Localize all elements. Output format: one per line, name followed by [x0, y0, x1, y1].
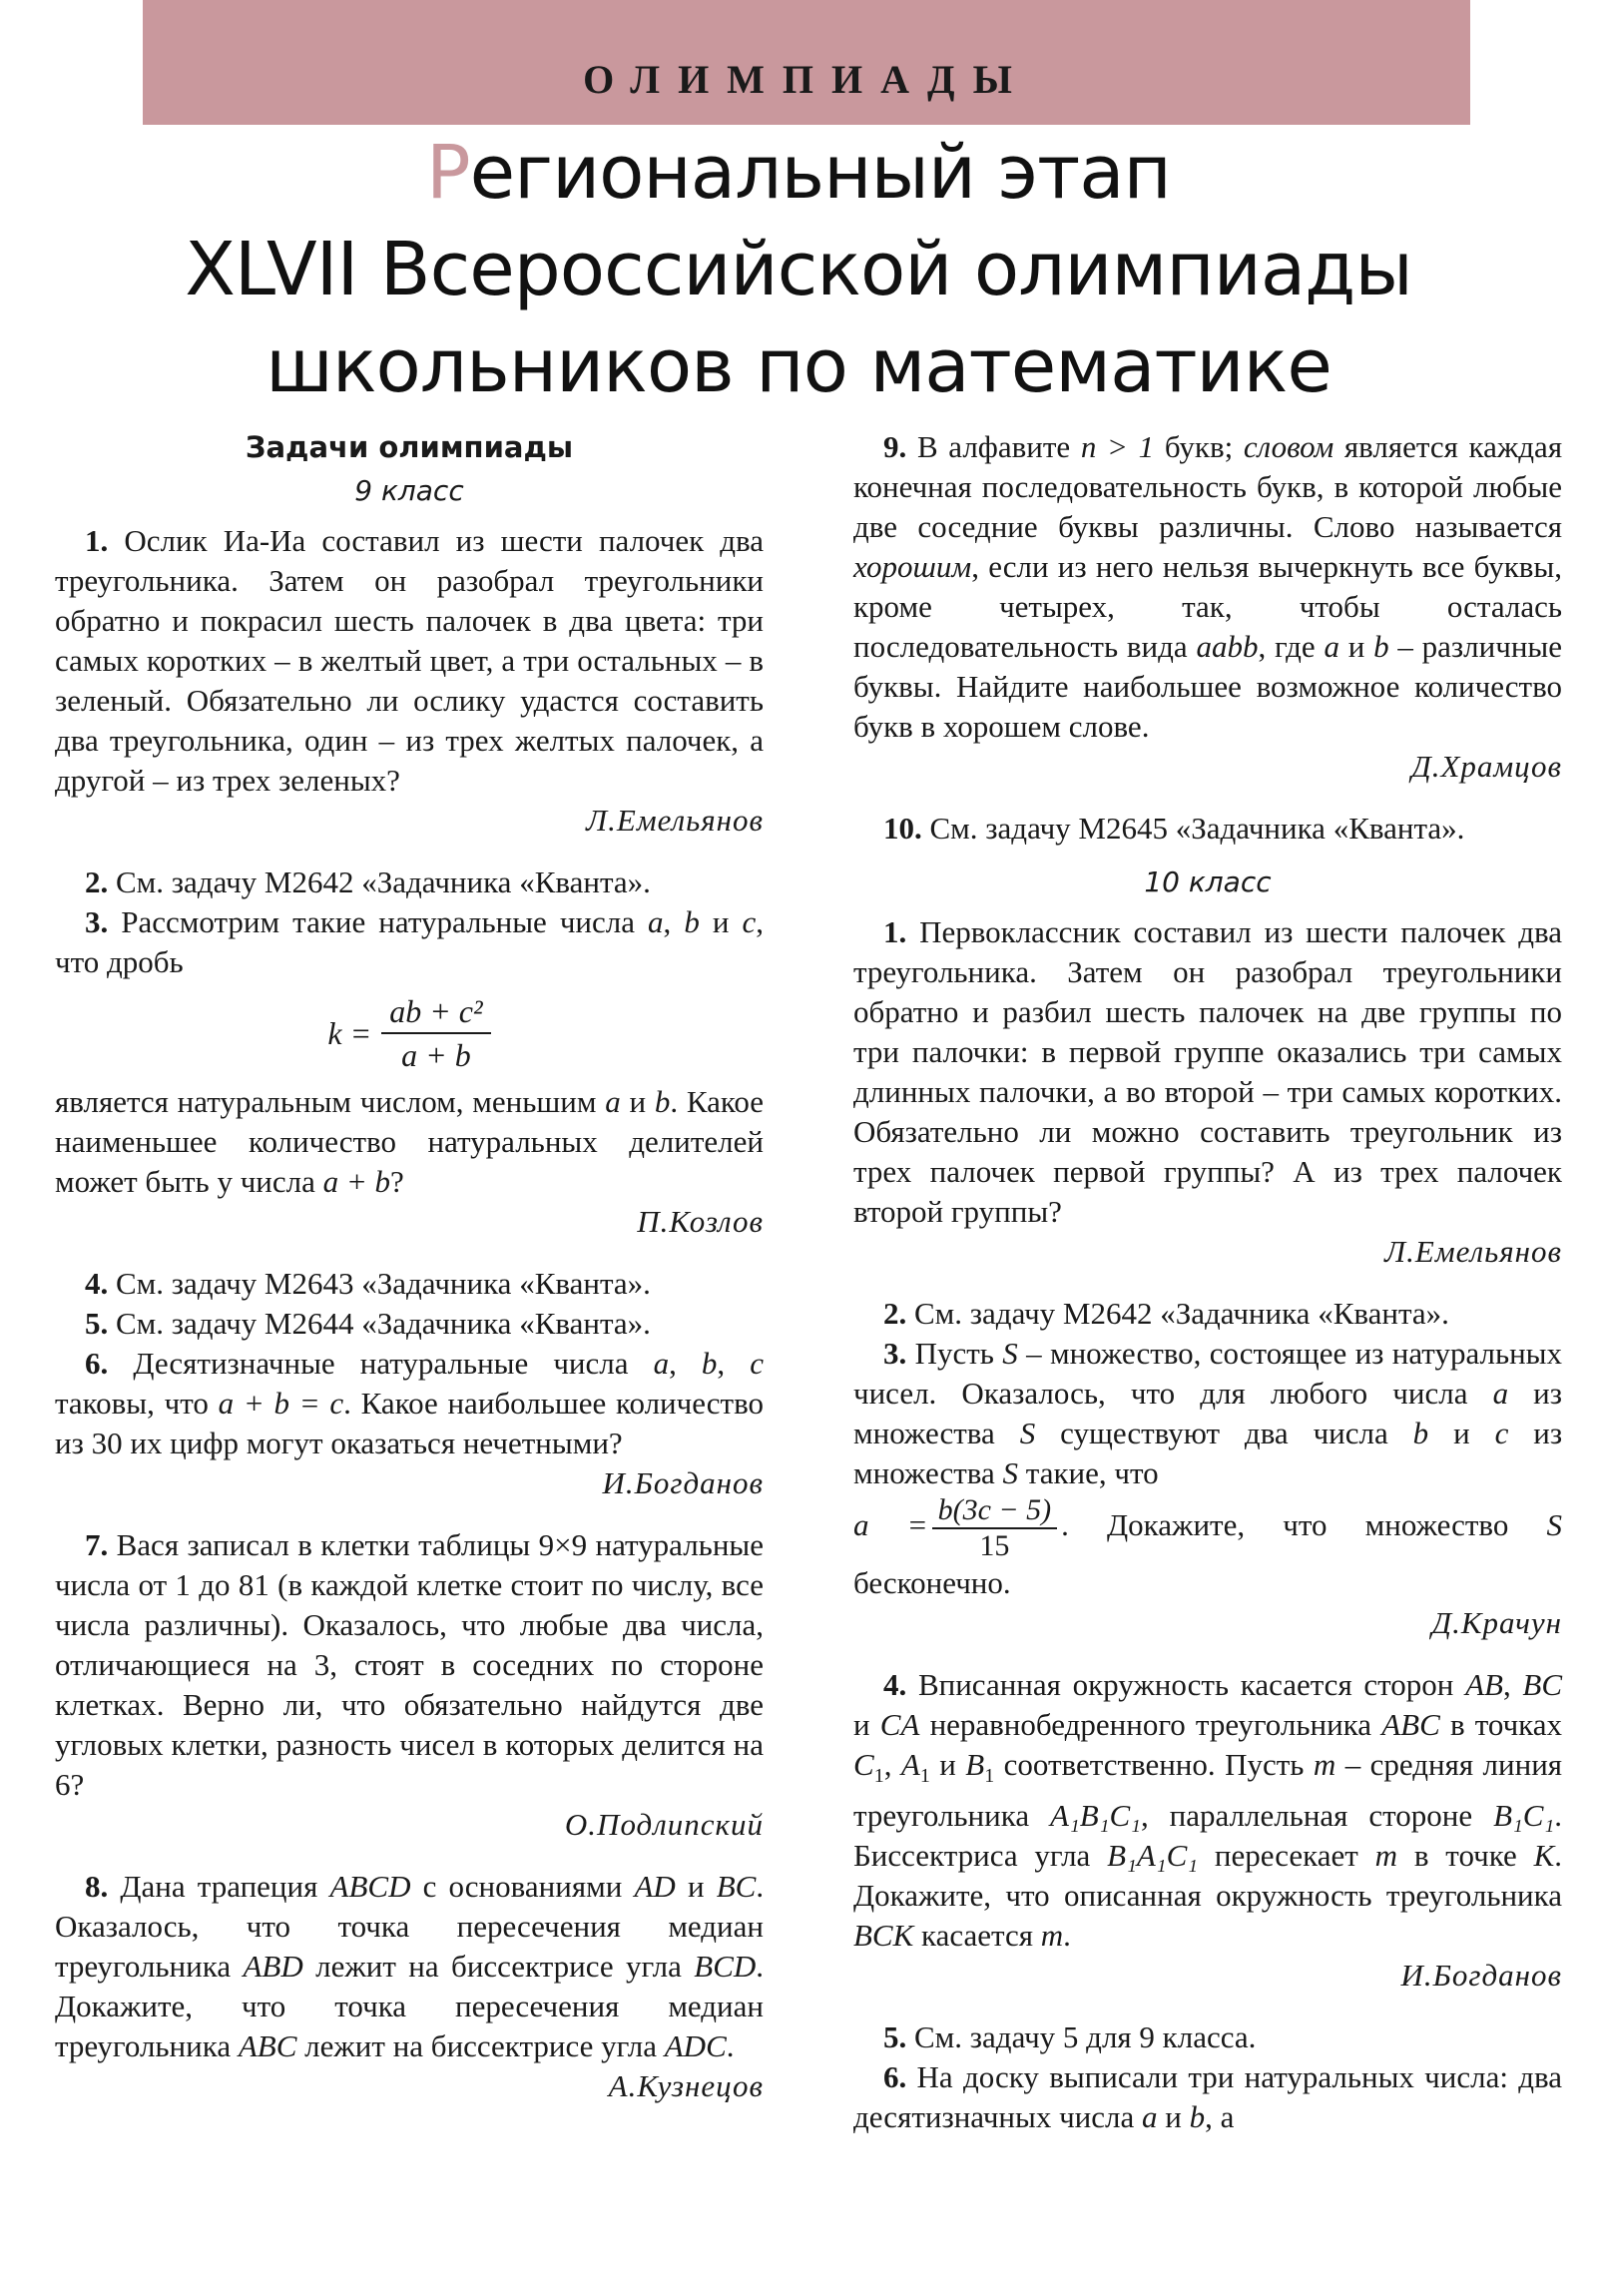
- grade-9-heading: 9 класс: [354, 474, 464, 507]
- expr: 9×9: [538, 1527, 588, 1562]
- punct: ,: [717, 1346, 726, 1381]
- var: a: [648, 904, 664, 939]
- conj: и: [687, 1869, 705, 1904]
- problem-text: с основаниями: [422, 1869, 623, 1904]
- problem-9-1: [55, 521, 764, 801]
- problem-text: Рассмотрим такие натуральные числа: [121, 904, 636, 939]
- problem-number: 7.: [85, 1527, 109, 1562]
- problem-text: . Оказалось, что точка пересечения медиан треугольника: [55, 1869, 765, 1984]
- problem-text: . Какое наибольшее количество из 30 их цифр могут оказаться нечетными?: [55, 1386, 764, 1460]
- problem-text: . Докажите, что множество: [1061, 1507, 1509, 1543]
- var: S: [1002, 1336, 1018, 1371]
- title-line-1-text: егиональный этап: [469, 130, 1171, 216]
- problem-number: 4.: [883, 1667, 907, 1702]
- problem-text: Вася записал в клетки таблицы: [116, 1527, 531, 1562]
- subscript: 1: [873, 1765, 884, 1788]
- var: c: [742, 904, 757, 939]
- var: m: [1040, 1918, 1064, 1954]
- problem-9-8: [55, 1867, 764, 2066]
- var: BCD: [694, 1949, 757, 1984]
- problem-10-3: [853, 1334, 1562, 1493]
- problem-text: , если из него нельзя вычеркнуть все буквы, кроме четырех, так, чтобы осталась последовательность вида: [853, 549, 1562, 664]
- var: K: [1533, 1838, 1555, 1874]
- conj: и: [1347, 629, 1365, 664]
- problem-9-9: [853, 427, 1562, 747]
- var: b: [1373, 629, 1389, 664]
- conj: и: [1165, 2099, 1182, 2135]
- problem-text: , где: [1258, 629, 1316, 664]
- problem-text: См. задачу М2645 «Задачника «Кванта».: [929, 811, 1465, 846]
- problem-number: 10.: [883, 811, 922, 846]
- fraction: [381, 992, 490, 1074]
- problem-text: – средняя линия треугольника: [853, 1747, 1563, 1834]
- var: b: [701, 1346, 718, 1381]
- var: b: [684, 904, 700, 939]
- problem-text: из множества: [853, 1416, 1563, 1490]
- problem-text: , что дробь: [55, 904, 764, 979]
- problem-number: 5.: [85, 1306, 109, 1341]
- problem-text: См. задачу 5 для 9 класса.: [914, 2019, 1257, 2055]
- problem-text: из множества: [853, 1376, 1563, 1450]
- var: ABC: [1381, 1707, 1440, 1742]
- var: B: [965, 1747, 985, 1782]
- fraction-denominator: 15: [979, 1529, 1010, 1562]
- punct: .: [726, 2028, 735, 2063]
- problem-text: таковы, что: [55, 1386, 209, 1421]
- problem-text: – различные буквы. Найдите наибольшее возможное количество букв в хорошем слове.: [853, 629, 1563, 744]
- problem-number: 2.: [883, 1296, 907, 1331]
- problem-text: См. задачу М2642 «Задачника «Кванта».: [116, 864, 651, 899]
- problem-10-4: [853, 1665, 1562, 1956]
- var: a: [1492, 1376, 1509, 1411]
- problem-text: . Какое наименьшее количество натуральных делителей может быть у числа: [55, 1084, 764, 1199]
- problem-author: И.Богданов: [1400, 1958, 1562, 1994]
- term: словом: [1243, 429, 1334, 464]
- problem-9-5: [55, 1304, 764, 1344]
- var: ABCD: [329, 1869, 411, 1904]
- problem-number: 6.: [85, 1346, 109, 1381]
- problem-text: Ослик Иа-Иа составил из шести палочек два треугольника. Затем он разобрал треугольники обратно и покрасил шесть палочек в два цвета: три самых коротких – в желтый цвет, а три остальных – в зеленый. Обязательно ли ослику удастся составить два треугольника, один – из трех желтых палочек, а другой – из трех зеленых?: [55, 523, 765, 798]
- problem-author: Л.Емельянов: [586, 803, 764, 838]
- problem-text: натуральные числа от 1 до 81 (в каждой клетке стоит по числу, все числа различны). Оказалось, что любые два числа, отличающиеся на 3, стоят в соседних по стороне клетках. Верно ли, что обязательно найдутся две угловых клетки, разность чисел в которых делится на 6?: [55, 1527, 765, 1802]
- problem-text: . Биссектриса угла: [853, 1798, 1563, 1874]
- problem-text: касается: [921, 1918, 1033, 1954]
- problem-text: – множество, состоящее из натуральных чисел. Оказалось, что для любого числа: [853, 1336, 1563, 1411]
- var: BC: [1522, 1667, 1563, 1702]
- problem-text: См. задачу М2644 «Задачника «Кванта».: [116, 1306, 651, 1341]
- var: m: [1313, 1747, 1336, 1782]
- fraction-numerator: b(3c − 5): [932, 1493, 1058, 1529]
- var: b: [654, 1084, 671, 1119]
- var: BCK: [853, 1918, 914, 1954]
- problem-10-5: [853, 2017, 1562, 2057]
- var: c: [1494, 1416, 1509, 1450]
- problem-number: 3.: [883, 1336, 907, 1371]
- fraction-denominator: a + b: [401, 1037, 471, 1073]
- subscript: 1: [984, 1765, 995, 1788]
- var: m: [1374, 1838, 1398, 1874]
- problem-number: 1.: [883, 914, 907, 949]
- problem-text: бесконечно.: [853, 1565, 1011, 1600]
- title-line-3: школьников по математике: [266, 323, 1331, 409]
- problem-text: существуют два числа: [1060, 1416, 1388, 1450]
- punct: ,: [883, 1747, 892, 1782]
- var: S: [1019, 1416, 1036, 1450]
- problem-text: На доску выписали три натуральных числа: два десятизначных числа: [853, 2059, 1563, 2135]
- problem-9-2: [55, 862, 764, 902]
- formula-lhs: a =: [853, 1507, 928, 1543]
- conj: и: [939, 1747, 956, 1782]
- problem-author: Д.Крачун: [1431, 1605, 1562, 1640]
- problem-text: , параллельная стороне: [1140, 1798, 1473, 1834]
- problem-text: в точках: [1449, 1707, 1563, 1742]
- var: A₁B₁C₁: [1050, 1798, 1141, 1834]
- problem-number: 9.: [883, 429, 907, 464]
- var: a: [1142, 2099, 1158, 2135]
- problem-10-1: [853, 912, 1562, 1232]
- problem-text: неравнобедренного треугольника: [929, 1707, 1372, 1742]
- problem-author: О.Подлипский: [564, 1807, 764, 1842]
- problem-text: Десятизначные натуральные числа: [133, 1346, 629, 1381]
- problem-text: в точке: [1413, 1838, 1517, 1874]
- conj: и: [712, 904, 730, 939]
- term: хорошим: [853, 549, 972, 584]
- var: a: [1324, 629, 1339, 664]
- var: CA: [879, 1707, 920, 1742]
- problem-author: А.Кузнецов: [608, 2068, 764, 2103]
- title-line-1: [60, 125, 1537, 222]
- problem-text: является каждая конечная последовательность букв, в которой любые две соседние буквы различны. Слово называется: [853, 429, 1563, 544]
- var: BC: [716, 1869, 757, 1904]
- problem-author: И.Богданов: [602, 1465, 764, 1500]
- problem-text: соответственно. Пусть: [1003, 1747, 1305, 1782]
- expr: a + b = c: [218, 1386, 344, 1421]
- var: B₁A₁C₁: [1107, 1838, 1199, 1874]
- var: ADC: [664, 2028, 727, 2063]
- left-column: [55, 427, 764, 2106]
- grade-10-heading: 10 класс: [1144, 865, 1272, 898]
- formula-lhs: k =: [327, 1015, 372, 1051]
- var: b: [1189, 2099, 1206, 2135]
- problem-text: пересекает: [1214, 1838, 1358, 1874]
- problem-9-3: [55, 902, 764, 982]
- var: AB: [1465, 1667, 1503, 1702]
- var: A: [900, 1747, 920, 1782]
- problem-number: 8.: [85, 1869, 109, 1904]
- problem-number: 4.: [85, 1266, 109, 1301]
- expr: a + b: [322, 1164, 391, 1199]
- var: b: [1412, 1416, 1429, 1450]
- problem-9-3-cont: [55, 1082, 764, 1202]
- var: a: [605, 1084, 621, 1119]
- problem-text: Дана трапеция: [120, 1869, 318, 1904]
- problem-text: , а: [1205, 2099, 1235, 2135]
- conj: и: [629, 1084, 647, 1119]
- conj: и: [1453, 1416, 1470, 1450]
- section-label: ОЛИМПИАДЫ: [583, 57, 1030, 102]
- problem-author: П.Козлов: [637, 1204, 764, 1239]
- problem-text: лежит на биссектрисе угла: [304, 2028, 657, 2063]
- var: c: [750, 1346, 764, 1381]
- var: S: [1002, 1455, 1019, 1490]
- punct: ,: [669, 1346, 677, 1381]
- conj: и: [853, 1707, 870, 1742]
- punct: ,: [663, 904, 672, 939]
- subscript: 1: [919, 1765, 930, 1788]
- title-line-2: XLVII Всероссийской олимпиады: [185, 227, 1412, 312]
- problem-number: 5.: [883, 2019, 907, 2055]
- punct: ,: [1502, 1667, 1511, 1702]
- fraction-numerator: ab + c²: [381, 992, 490, 1034]
- right-column: [853, 427, 1562, 2137]
- problem-9-10: [853, 809, 1562, 849]
- problem-text: См. задачу М2642 «Задачника «Кванта».: [914, 1296, 1449, 1331]
- var: ABC: [238, 2028, 297, 2063]
- problem-10-3-formula-line: [853, 1493, 1562, 1603]
- problem-9-7: [55, 1525, 764, 1805]
- problem-text: В алфавите: [916, 429, 1071, 464]
- problem-author: Л.Емельянов: [1384, 1234, 1562, 1269]
- section-banner: [143, 0, 1470, 125]
- problem-number: 2.: [85, 864, 109, 899]
- problem-10-2: [853, 1294, 1562, 1334]
- problem-text: такие, что: [1025, 1455, 1159, 1490]
- formula-k: [55, 992, 764, 1074]
- problems-heading: Задачи олимпиады: [245, 430, 574, 464]
- problem-text: . Докажите, что точка пересечения медиан треугольника: [55, 1949, 765, 2063]
- problem-number: 3.: [85, 904, 109, 939]
- problem-text: См. задачу М2643 «Задачника «Кванта».: [116, 1266, 651, 1301]
- problem-text: лежит на биссектрисе угла: [315, 1949, 682, 1984]
- problem-9-6: [55, 1344, 764, 1463]
- problem-text: Пусть: [914, 1336, 994, 1371]
- problem-author: Д.Храмцов: [1410, 749, 1562, 784]
- punct: .: [1063, 1918, 1071, 1954]
- problem-text: является натуральным числом, меньшим: [55, 1084, 597, 1119]
- var: aabb: [1196, 629, 1259, 664]
- var: B₁C₁: [1493, 1798, 1555, 1834]
- var: S: [1546, 1507, 1562, 1543]
- problem-number: 1.: [85, 523, 109, 558]
- fraction: [932, 1493, 1058, 1563]
- problem-text: Первоклассник составил из шести палочек два треугольника. Затем он разобрал треугольники обратно и разбил шесть палочек на две группы по три палочки: в первой группе оказались три самых длинных палочки, а во второй – три самых коротких. Обязательно ли можно составить треугольник из трех палочек первой группы? А из трех палочек второй группы?: [853, 914, 1562, 1229]
- var: ABD: [243, 1949, 303, 1984]
- problem-text: букв;: [1164, 429, 1234, 464]
- page-title: [60, 125, 1537, 415]
- problem-10-6: [853, 2057, 1562, 2137]
- problem-number: 6.: [883, 2059, 907, 2095]
- var: C: [853, 1747, 874, 1782]
- punct: ?: [390, 1164, 404, 1199]
- problem-9-4: [55, 1264, 764, 1304]
- expr: n > 1: [1080, 429, 1155, 464]
- var: AD: [634, 1869, 676, 1904]
- problem-text: . Докажите, что описанная окружность треугольника: [853, 1838, 1563, 1914]
- problem-text: Вписанная окружность касается сторон: [917, 1667, 1454, 1702]
- title-first-letter: Р: [426, 130, 470, 216]
- var: a: [653, 1346, 670, 1381]
